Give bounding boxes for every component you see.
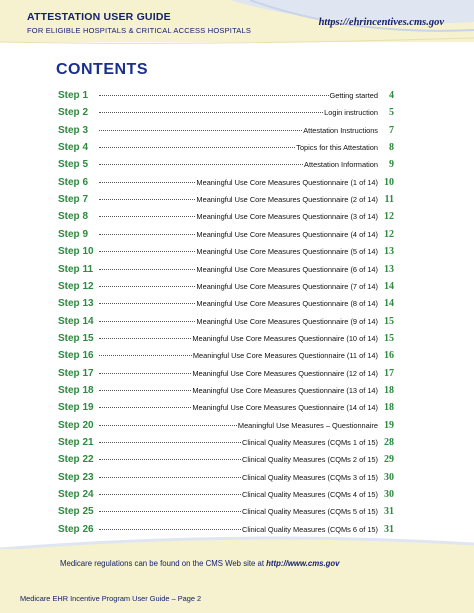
toc-step-label: Step 1 [58, 90, 89, 101]
toc-entry-title: Meaningful Use Core Measures Questionnaire (4 of 14) [196, 229, 378, 239]
toc-row[interactable] [58, 472, 394, 489]
toc-entry-title: Meaningful Use Core Measures Questionnaire (13 of 14) [192, 385, 378, 395]
toc-entry-title: Clinical Quality Measures (CQMs 4 of 15) [242, 490, 378, 500]
toc-page-number: 13 [384, 263, 394, 275]
toc-entry-title: Meaningful Use Core Measures Questionnaire (12 of 14) [192, 368, 378, 378]
toc-row[interactable] [58, 368, 394, 385]
toc-entry-title: Getting started [329, 91, 378, 100]
toc-entry-title: Attestation Instructions [303, 125, 378, 135]
toc-step-label: Step 26 [58, 523, 94, 535]
toc-page-number: 4 [389, 90, 394, 101]
toc-entry-title: Clinical Quality Measures (CQMs 2 of 15) [242, 455, 378, 465]
toc-dot-leader [99, 510, 241, 512]
toc-dot-leader [99, 94, 329, 96]
toc-dot-leader [99, 372, 191, 374]
toc-dot-leader [99, 493, 241, 495]
toc-step-label: Step 4 [58, 142, 89, 154]
toc-step-label: Step 17 [58, 367, 94, 379]
toc-step-label: Step 15 [58, 332, 94, 344]
toc-page-number: 15 [384, 332, 394, 344]
toc-dot-leader [99, 302, 195, 304]
toc-step-label: Step 2 [58, 107, 89, 119]
toc-entry-title: Clinical Quality Measures (CQMs 6 of 15) [242, 524, 378, 534]
toc-entry-title: Meaningful Use Core Measures Questionnaire (7 of 14) [196, 281, 378, 291]
toc-dot-leader [99, 476, 241, 478]
toc-step-label: Step 24 [58, 489, 94, 501]
toc-row[interactable] [58, 177, 394, 194]
toc-row[interactable] [58, 454, 394, 471]
toc-dot-leader [99, 424, 237, 426]
toc-row[interactable] [58, 402, 394, 419]
toc-step-label: Step 13 [58, 298, 94, 310]
toc-entry-title: Login instruction [324, 108, 378, 118]
cms-note [60, 559, 340, 568]
toc-row[interactable] [58, 229, 394, 246]
toc-entry-title: Clinical Quality Measures (CQMs 3 of 15) [242, 472, 378, 482]
toc-step-label: Step 21 [58, 437, 94, 448]
toc-step-label: Step 11 [58, 263, 94, 275]
toc-page-number: 30 [384, 489, 394, 501]
toc-row[interactable] [58, 90, 394, 107]
toc-dot-leader [99, 146, 295, 148]
toc-page-number: 12 [384, 211, 394, 223]
toc-entry-title: Meaningful Use Core Measures Questionnaire (10 of 14) [192, 333, 378, 343]
toc-page-number: 7 [389, 124, 394, 136]
toc-row[interactable] [58, 142, 394, 159]
toc-dot-leader [99, 389, 191, 391]
toc-row[interactable] [58, 211, 394, 228]
toc-row[interactable] [58, 506, 394, 523]
toc-step-label: Step 7 [58, 194, 89, 206]
toc-dot-leader [99, 250, 195, 252]
guide-subtitle: FOR ELIGIBLE HOSPITALS & CRITICAL ACCESS HOSPITALS [27, 26, 252, 35]
toc-dot-leader [99, 181, 195, 183]
toc-row[interactable] [58, 281, 394, 298]
toc-page-number: 13 [384, 246, 394, 258]
toc-row[interactable] [58, 420, 394, 437]
toc-dot-leader [99, 441, 241, 443]
toc-page-number: 17 [384, 367, 394, 379]
toc-row[interactable] [58, 246, 394, 263]
toc-row[interactable] [58, 264, 394, 281]
toc-dot-leader [99, 354, 192, 356]
toc-page-number: 16 [384, 350, 394, 362]
toc-dot-leader [99, 320, 195, 322]
guide-title: ATTESTATION USER GUIDE [27, 11, 171, 23]
toc-page-number: 5 [389, 107, 394, 119]
toc-entry-title: Topics for this Attestation [296, 143, 378, 153]
toc-page-number: 31 [384, 523, 394, 535]
toc-dot-leader [99, 406, 191, 408]
toc-entry-title: Meaningful Use Core Measures Questionnaire (2 of 14) [196, 195, 378, 205]
toc-row[interactable] [58, 298, 394, 315]
toc-entry-title: Meaningful Use Core Measures Questionnaire (6 of 14) [196, 264, 378, 274]
toc-dot-leader [99, 268, 195, 270]
toc-dot-leader [99, 129, 302, 131]
toc-entry-title: Meaningful Use Core Measures Questionnaire (9 of 14) [196, 316, 378, 326]
toc-dot-leader [99, 458, 241, 460]
toc-step-label: Step 10 [58, 246, 94, 258]
toc-step-label: Step 19 [58, 402, 94, 414]
toc-page-number: 10 [384, 176, 394, 188]
toc-step-label: Step 14 [58, 315, 94, 327]
toc-dot-leader [99, 163, 303, 165]
toc-row[interactable] [58, 350, 394, 367]
cms-note-text: Medicare regulations can be found on the CMS Web site at [60, 559, 267, 568]
toc-page-number: 9 [389, 159, 394, 171]
toc-dot-leader [99, 215, 195, 217]
toc-dot-leader [99, 233, 195, 235]
toc-entry-title: Meaningful Use Core Measures Questionnaire (14 of 14) [192, 403, 378, 413]
toc-row[interactable] [58, 107, 394, 124]
toc-page-number: 30 [384, 471, 394, 483]
toc-entry-title: Meaningful Use Core Measures Questionnaire (11 of 14) [192, 351, 378, 361]
toc-page-number: 18 [384, 384, 394, 396]
cms-url-link[interactable]: http://www.cms.gov [266, 559, 340, 568]
toc-step-label: Step 18 [58, 384, 94, 396]
toc-row[interactable] [58, 125, 394, 142]
toc-entry-title: Clinical Quality Measures (CQMs 5 of 15) [242, 507, 378, 517]
toc-page-number: 12 [384, 228, 394, 240]
page-footer: Medicare EHR Incentive Program User Guide – Page 2 [20, 594, 202, 603]
toc-step-label: Step 5 [58, 159, 89, 171]
toc-step-label: Step 16 [58, 350, 94, 362]
toc-page-number: 14 [384, 298, 394, 310]
toc-step-label: Step 20 [58, 419, 94, 431]
toc-entry-title: Meaningful Use Core Measures Questionnaire (3 of 14) [196, 212, 378, 222]
toc-entry-title: Meaningful Use Core Measures Questionnaire (8 of 14) [196, 299, 378, 309]
toc-row[interactable] [58, 316, 394, 333]
toc-row[interactable] [58, 437, 394, 454]
toc-page-number: 18 [384, 402, 394, 414]
toc-dot-leader [99, 198, 195, 200]
toc-step-label: Step 6 [58, 176, 89, 188]
toc-row[interactable] [58, 489, 394, 506]
toc-page-number: 19 [384, 419, 394, 431]
toc-row[interactable] [58, 194, 394, 211]
toc-step-label: Step 9 [58, 228, 89, 240]
header-url-link[interactable]: https://ehrincentives.cms.gov [318, 17, 444, 28]
toc-step-label: Step 22 [58, 454, 94, 466]
toc-entry-title: Meaningful Use Core Measures Questionnaire (5 of 14) [196, 247, 378, 257]
toc-step-label: Step 23 [58, 471, 94, 483]
toc-row[interactable] [58, 159, 394, 176]
toc-step-label: Step 12 [58, 280, 94, 292]
toc-dot-leader [99, 337, 191, 339]
toc-page-number: 14 [384, 280, 394, 292]
toc-entry-title: Attestation Information [304, 160, 378, 170]
toc-step-label: Step 25 [58, 506, 94, 518]
toc-dot-leader [99, 285, 195, 287]
contents-heading: CONTENTS [56, 61, 148, 78]
toc-dot-leader [99, 111, 323, 113]
toc-page-number: 28 [384, 437, 394, 448]
toc-page-number: 11 [384, 194, 394, 206]
toc-entry-title: Meaningful Use Measures – Questionnaire [237, 420, 378, 430]
toc-step-label: Step 8 [58, 211, 89, 223]
toc-page-number: 15 [384, 315, 394, 327]
toc-row[interactable] [58, 385, 394, 402]
toc-step-label: Step 3 [58, 124, 89, 136]
toc-row[interactable] [58, 333, 394, 350]
toc-entry-title: Clinical Quality Measures (CQMs 1 of 15) [242, 438, 378, 447]
toc-entry-title: Meaningful Use Core Measures Questionnaire (1 of 14) [196, 177, 378, 187]
toc-page-number: 29 [384, 454, 394, 466]
toc-page-number: 31 [384, 506, 394, 518]
toc-page-number: 8 [389, 142, 394, 154]
